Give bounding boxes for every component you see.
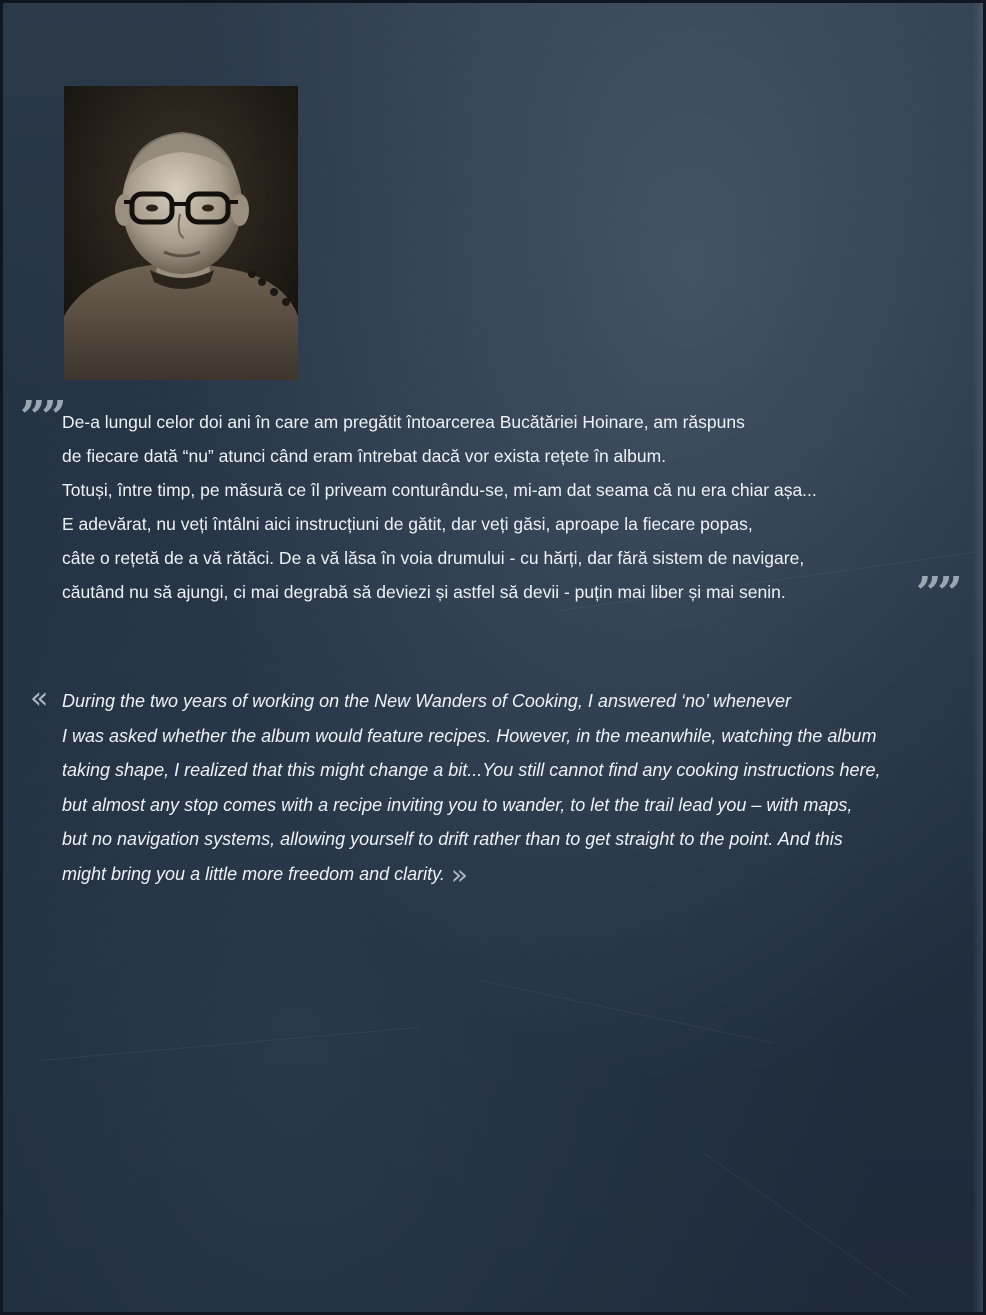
quote-open-mark-en: « — [30, 681, 49, 716]
quote-ro-line: Totuși, între timp, pe măsură ce îl priveam conturându-se, mi-am dat seama că nu era chiar așa... — [62, 480, 817, 500]
quote-en-line: but no navigation systems, allowing yourself to drift rather than to get straight to the point. And this — [62, 829, 843, 849]
quote-ro-line: E adevărat, nu veți întâlni aici instrucțiuni de gătit, dar veți găsi, aproape la fiecare popas, — [62, 514, 753, 534]
quote-en-line: taking shape, I realized that this might change a bit...You still cannot find any cooking instructions here, — [62, 760, 881, 780]
author-photo — [64, 86, 298, 380]
quote-en-line: but almost any stop comes with a recipe inviting you to wander, to let the trail lead you – with maps, — [62, 794, 853, 815]
quote-ro-line: câte o rețetă de a vă rătăci. De a vă lăsa în voia drumului - cu hărți, dar fără sistem de navigare, — [62, 548, 805, 568]
texture-scratch — [700, 1150, 914, 1300]
quote-close-mark-en: » — [450, 857, 468, 891]
quote-ro-line: căutând nu să ajungi, ci mai degrabă să deviezi și astfel să devii - puțin mai liber și mai senin. — [62, 582, 786, 602]
quote-en-line: I was asked whether the album would feature recipes. However, in the meanwhile, watching the album — [62, 725, 877, 746]
quote-en-last-line — [62, 857, 972, 892]
quote-ro-line: De-a lungul celor doi ani în care am pregătit întoarcerea Bucătăriei Hoinare, am răspuns — [62, 412, 745, 432]
author-portrait-image — [64, 86, 298, 380]
quote-ro-line: de fiecare dată “nu” atunci când eram întrebat dacă vor exista rețete în album. — [62, 446, 667, 466]
quote-open-mark-ro: ”” — [20, 392, 63, 443]
texture-scratch — [480, 980, 774, 1043]
book-edge — [972, 0, 986, 1315]
quote-close-mark-ro: ”” — [916, 568, 959, 619]
quote-en-line: might bring you a little more freedom and clarity. — [62, 863, 445, 884]
quote-en-line: During the two years of working on the New Wanders of Cooking, I answered ‘no’ whenever — [62, 691, 792, 711]
texture-scratch — [40, 1027, 419, 1061]
quote-english — [62, 684, 972, 891]
quote-romanian — [62, 405, 962, 609]
